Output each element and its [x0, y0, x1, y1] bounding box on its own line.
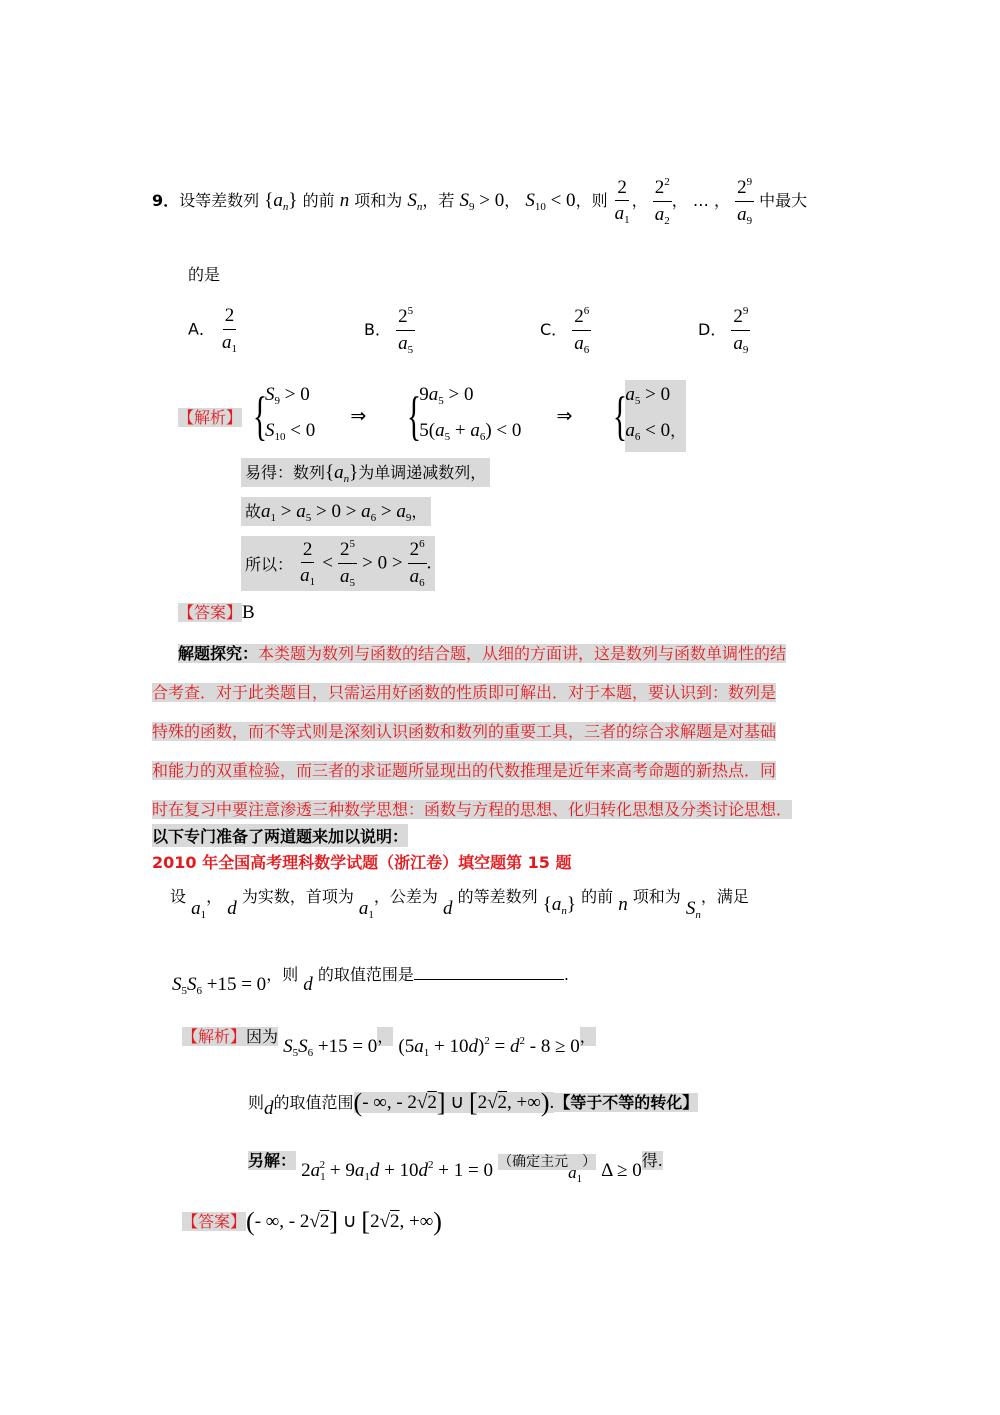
option-b-label: B．: [364, 320, 391, 340]
explore-line: 本类题为数列与函数的结合题，从细的方面讲，这是数列与函数单调性的结: [258, 644, 787, 663]
q9-text: ，: [671, 191, 688, 211]
explore-line: 特殊的函数，而不等式则是深刻认识函数和数列的重要工具，三者的综合求解题是对基础: [152, 722, 777, 741]
question-9-line: [152, 176, 807, 227]
jiexi2-label: 【解析】: [182, 1027, 247, 1046]
option-c: [540, 305, 591, 356]
jiexi2-text: 得.: [641, 1151, 663, 1170]
answer2-range: (- ∞, - 2√2] ∪ [2√2, +∞): [246, 1207, 442, 1236]
alt-label: 另解：: [248, 1151, 297, 1170]
var-d: d: [227, 898, 237, 919]
alt-note-text: ）: [582, 1154, 597, 1170]
alt-note-text: （确定主元: [498, 1154, 569, 1170]
jiexi2-text: 的取值范围: [273, 1093, 354, 1112]
suoyi-text: 所以：: [245, 555, 294, 575]
answer-2: [182, 1207, 442, 1237]
option-d-label: D．: [698, 320, 727, 340]
q2010-title: 2010 年全国高考理科数学试题（浙江卷）填空题第 15 题: [152, 853, 572, 872]
q2010-text: ，满足: [700, 887, 749, 906]
q2010-text: 设: [170, 887, 187, 906]
jiexi2-text: ，: [579, 1027, 596, 1046]
option-a: [188, 305, 239, 355]
frac-4-a2: $\frac{2^2}{a_2}$: [654, 176, 670, 227]
answer2-label: 【答案】: [182, 1212, 247, 1231]
var-d: d: [264, 1098, 274, 1119]
q2010-text: 的取值范围是: [317, 965, 414, 984]
jiexi2-text: 则: [248, 1093, 265, 1112]
explore-line: 和能力的双重检验，而三者的求证题所显现出的代数推理是近年来高考命题的新热点．同: [152, 761, 777, 780]
q2010-text: ，公差为: [373, 887, 438, 906]
cond-S9: $S_9 > 0$: [459, 190, 505, 214]
var-d: d: [303, 974, 313, 995]
system-2: $9a_5 > 0$ $5(a_5 + a_6) < 0$: [419, 384, 522, 443]
jiexi-systems: [178, 380, 686, 452]
squared-eq: $(5a_1 + 10d)^2 = d^2 - 8 \ge 0$: [398, 1035, 580, 1059]
jiexi2-text: ，: [377, 1027, 394, 1046]
delta-cond: Δ ≥ 0: [601, 1160, 642, 1181]
answer-value: B: [242, 602, 255, 623]
var-n: n: [339, 190, 350, 212]
gu-line: 故$a_1 > a_5 > 0 > a_6 > a_9$，: [241, 497, 431, 526]
q9-text: 的前: [302, 191, 335, 211]
var-d: d: [443, 898, 453, 919]
q2010-text: ，: [206, 887, 223, 906]
explore-line: 合考查．对于此类题目，只需运用好函数的性质即可解出．对于本题，要认识到：数列是: [152, 683, 777, 702]
q9-text: ，则: [575, 191, 608, 211]
seq-an: $\{a_n\}$: [325, 462, 359, 485]
jiexi2-text: 因为: [246, 1027, 279, 1046]
explore-line: 时在复习中要注意渗透三种数学思想：函数与方程的思想、化归转化思想及分类讨论思想．: [152, 800, 793, 819]
q9-line2: 的是: [188, 265, 221, 284]
gu-text: 故: [245, 502, 262, 521]
answer-label: 【答案】: [178, 603, 243, 622]
left-brace: {: [407, 386, 422, 446]
q2010-line1: [170, 884, 749, 921]
option-c-label: C．: [540, 320, 568, 340]
explore-paragraph: [152, 634, 852, 829]
frac-25-a5: $\frac{2^5}{a_5}$: [340, 538, 356, 589]
jiexi2-note: 【等于不等的转化】: [554, 1093, 699, 1112]
intro-line: 以下专门准备了两道题来加以说明：: [152, 824, 408, 847]
q2010-text: 项和为: [632, 887, 681, 906]
q9-text: ，: [631, 191, 648, 211]
q2010-text: ，则: [266, 965, 299, 984]
cond-S10: $S_{10} < 0$: [525, 190, 576, 214]
jiexi2-line2: [248, 1088, 698, 1120]
system-1: $S_9 > 0$ $S_{10} < 0$: [265, 384, 316, 443]
option-b-frac: $\frac{2^5}{a_5}$: [398, 305, 414, 356]
option-c-frac: $\frac{2^6}{a_6}$: [574, 305, 590, 356]
q9-text: 项和为: [354, 191, 403, 211]
q2010-text: 为实数，首项为: [241, 887, 354, 906]
condition-eq: $S_5S_6 +15 = 0$: [283, 1036, 378, 1059]
option-a-label: A．: [188, 319, 215, 339]
suoyi-line: 所以： $\frac{2}{a_1}$ < $\frac{2^5}{a_5}$ > 0 > $\frac{2^6}{a_6}$ .: [241, 536, 435, 591]
option-b: [364, 305, 415, 356]
q2010-text: 的等差数列: [457, 887, 538, 906]
jiexi-label: 【解析】: [178, 407, 243, 427]
seq-an: $\{a_n\}$: [542, 894, 576, 917]
system-3: $a_5 > 0$ $a_6 < 0$，: [625, 380, 686, 452]
alt-note: （确定主元$a_1$）: [498, 1154, 597, 1185]
easy-text: 为单调递减数列，: [358, 463, 487, 482]
q2010-text: 的前: [581, 887, 614, 906]
easy-line: [241, 458, 490, 487]
jiexi2-line3: [248, 1148, 663, 1185]
q9-text: 设等差数列: [179, 191, 260, 211]
implies-arrow: ⇒: [350, 405, 367, 427]
frac-29-a9: $\frac{2^9}{a_9}$: [737, 176, 753, 227]
range-result: (- ∞, - 2√2] ∪ [2√2, +∞).: [353, 1088, 555, 1117]
jiexi2-label-box: [182, 1027, 278, 1046]
answer-1: [178, 600, 255, 624]
seq-an: $\{a_n\}$: [264, 190, 298, 214]
q9-text: ，若: [422, 191, 455, 211]
answer-blank[interactable]: [414, 965, 564, 980]
condition-eq: $S_5S_6 +15 = 0$: [172, 974, 267, 997]
q9-text: … ，: [692, 191, 730, 211]
q2010-line2: [172, 962, 569, 997]
implies-arrow: ⇒: [556, 405, 573, 427]
q9-text: 中最大: [759, 191, 808, 211]
q2010-text: .: [563, 965, 569, 984]
left-brace: {: [613, 386, 628, 446]
q9-text: ，: [504, 191, 521, 211]
left-brace: {: [252, 386, 268, 446]
var-Sn: $S_n$: [685, 898, 701, 921]
jiexi2-line1: [182, 1024, 596, 1059]
var-Sn: $S_n$: [407, 190, 423, 214]
frac-2-a1: $\frac{2}{a_1}$: [300, 538, 316, 589]
var-n: n: [618, 894, 628, 915]
var-a1: $a_1$: [358, 898, 374, 921]
option-d-frac: $\frac{2^9}{a_9}$: [733, 305, 749, 356]
inequality-chain: $a_1 > a_5 > 0 > a_6 > a_9$: [261, 501, 412, 524]
easy-text: 易得：数列: [245, 463, 326, 482]
question-number: 9．: [152, 191, 180, 211]
frac-26-a6: $\frac{2^6}{a_6}$: [409, 538, 425, 589]
var-a1: $a_1$: [191, 898, 207, 921]
alt-equation: $2a_1^2 + 9a_1d + 10d^2 + 1 = 0$: [301, 1159, 493, 1183]
option-d: [698, 305, 750, 356]
explore-label: 解题探究：: [178, 644, 259, 663]
option-a-frac: $\frac{2}{a_1}$: [222, 305, 238, 355]
frac-2-a1: $\frac{2}{a_1}$: [614, 176, 630, 227]
